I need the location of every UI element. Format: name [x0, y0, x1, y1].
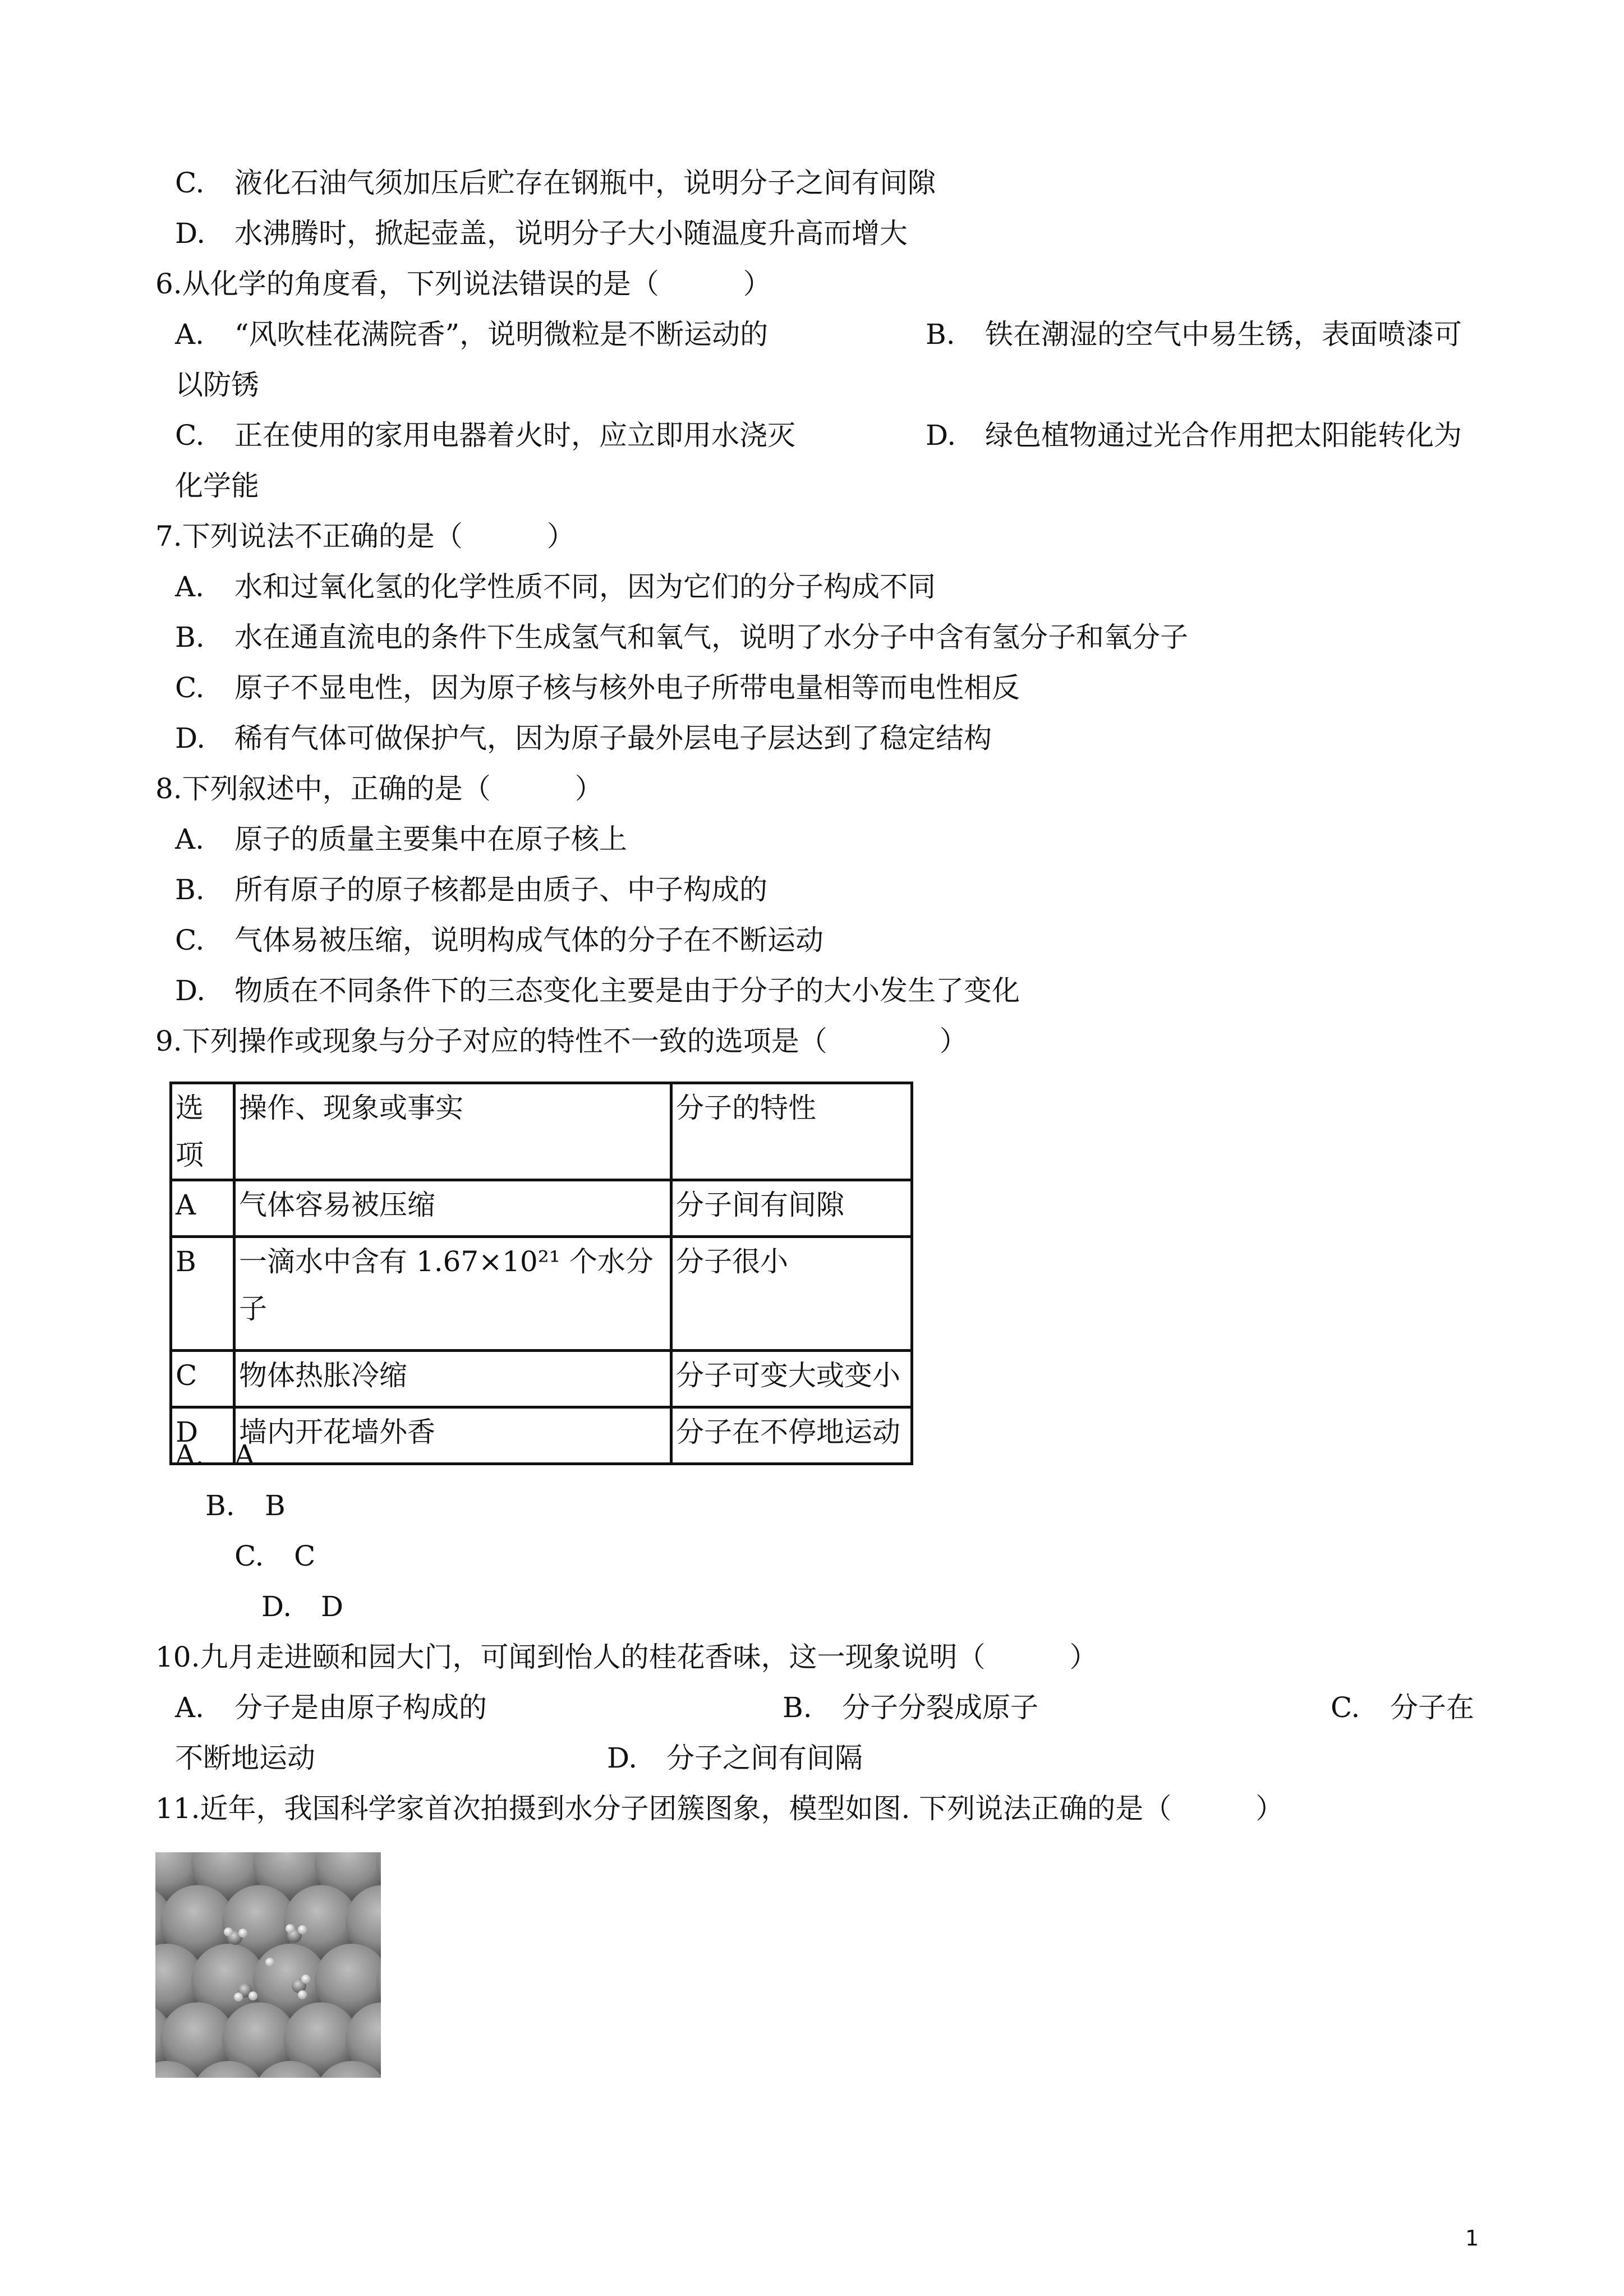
table-row — [171, 1237, 912, 1351]
q9-option-b — [205, 1488, 286, 1524]
q10-option-c — [1331, 1690, 1474, 1726]
option-text: 水在通直流电的条件下生成氢气和氧气，说明了水分子中含有氢分子和氧分子 — [234, 621, 1188, 654]
table-header-cell: 操作、现象或事实 — [234, 1083, 671, 1180]
q7-stem: 7.下列说法不正确的是（ ） — [155, 520, 575, 553]
option-letter: D. — [175, 974, 206, 1007]
q11-stem: 11.近年，我国科学家首次拍摄到水分子团簇图象，模型如图. 下列说法正确的是（ ） — [155, 1792, 1284, 1825]
table-cell: 分子很小 — [671, 1237, 912, 1351]
table-cell: 分子在不停地运动 — [671, 1407, 912, 1464]
q10-option-c-continued: 不断地运动 — [175, 1742, 315, 1774]
q10-option-b — [783, 1690, 1038, 1726]
option-text: 气体易被压缩，说明构成气体的分子在不断运动 — [234, 924, 823, 956]
option-letter: D. — [175, 217, 206, 250]
option-letter: D. — [261, 1590, 292, 1623]
table-cell: 分子可变大或变小 — [671, 1351, 912, 1407]
q8-option-a — [175, 821, 627, 857]
option-letter: A. — [175, 318, 205, 351]
table-header-cell: 分子的特性 — [671, 1083, 912, 1180]
option-letter: D. — [926, 419, 956, 452]
option-letter: A. — [175, 823, 205, 855]
option-letter: B. — [926, 318, 955, 351]
q6-option-d-continued: 化学能 — [175, 470, 259, 502]
option-text: 分子是由原子构成的 — [234, 1691, 487, 1724]
option-text: 液化石油气须加压后贮存在钢瓶中，说明分子之间有间隙 — [234, 167, 936, 199]
option-letter: C. — [1331, 1691, 1360, 1724]
q5-option-c — [175, 165, 936, 201]
option-text: C — [294, 1540, 316, 1572]
q9-option-a — [175, 1437, 255, 1473]
table-cell: 气体容易被压缩 — [234, 1180, 671, 1237]
q5-option-d — [175, 215, 908, 251]
option-text: B — [265, 1489, 286, 1522]
option-text: A — [234, 1439, 255, 1471]
water-cluster-model-image — [155, 1852, 381, 2078]
table-cell: 物体热胀冷缩 — [234, 1351, 671, 1407]
page-number: 1 — [1465, 2226, 1479, 2251]
option-text: 正在使用的家用电器着火时，应立即用水浇灭 — [234, 419, 795, 452]
table-cell: 分子间有间隙 — [671, 1180, 912, 1237]
q10-stem: 10.九月走进颐和园大门，可闻到怡人的桂花香味，这一现象说明（ ） — [155, 1641, 1098, 1673]
q8-option-c — [175, 922, 823, 958]
option-text: 水沸腾时，掀起壶盖，说明分子大小随温度升高而增大 — [234, 217, 908, 250]
q7-option-c — [175, 670, 1020, 706]
option-text: 稀有气体可做保护气，因为原子最外层电子层达到了稳定结构 — [234, 722, 992, 754]
option-letter: B. — [783, 1691, 812, 1724]
option-text: “风吹桂花满院香”，说明微粒是不断运动的 — [234, 318, 769, 351]
q8-stem: 8.下列叙述中，正确的是（ ） — [155, 772, 603, 805]
table-cell: 墙内开花墙外香 — [234, 1407, 671, 1464]
option-letter: C. — [175, 924, 205, 956]
q8-option-d — [175, 973, 1020, 1009]
q7-option-b — [175, 619, 1188, 655]
q8-option-b — [175, 872, 767, 908]
option-text: D — [321, 1590, 344, 1623]
option-letter: D. — [607, 1742, 638, 1774]
table-row — [171, 1351, 912, 1407]
table-cell: 一滴水中含有 1.67×10²¹ 个水分子 — [234, 1237, 671, 1351]
q9-table — [169, 1082, 913, 1465]
q6-option-a — [175, 316, 768, 352]
option-letter: B. — [205, 1489, 235, 1522]
q6-option-b-continued: 以防锈 — [175, 369, 259, 401]
table-row — [171, 1407, 912, 1464]
option-letter: C. — [175, 167, 205, 199]
table-header-row — [171, 1083, 912, 1180]
option-text: 所有原子的原子核都是由质子、中子构成的 — [234, 873, 767, 906]
table-row — [171, 1180, 912, 1237]
q7-option-a — [175, 569, 936, 605]
table-header-cell: 选项 — [171, 1083, 234, 1180]
option-letter: C. — [234, 1540, 264, 1572]
option-letter: B. — [175, 873, 205, 906]
q9-option-d — [261, 1589, 343, 1625]
option-letter: A. — [175, 1439, 205, 1471]
option-text: 物质在不同条件下的三态变化主要是由于分子的大小发生了变化 — [234, 974, 1020, 1007]
table-cell: B — [171, 1237, 234, 1351]
option-text: 水和过氧化氢的化学性质不同，因为它们的分子构成不同 — [234, 570, 936, 603]
option-text: 分子在 — [1390, 1691, 1474, 1724]
q6-option-d — [926, 417, 1462, 453]
q10-option-d — [607, 1740, 863, 1776]
table-cell: D — [171, 1407, 234, 1464]
q9-stem: 9.下列操作或现象与分子对应的特性不一致的选项是（ ） — [155, 1025, 968, 1057]
table-cell: C — [171, 1351, 234, 1407]
option-text: 铁在潮湿的空气中易生锈，表面喷漆可 — [985, 318, 1462, 351]
option-letter: B. — [175, 621, 205, 654]
option-letter: C. — [175, 671, 205, 704]
q6-option-b — [926, 316, 1462, 352]
option-letter: C. — [175, 419, 205, 452]
option-text: 原子不显电性，因为原子核与核外电子所带电量相等而电性相反 — [234, 671, 1020, 704]
option-letter: D. — [175, 722, 206, 754]
table-cell: A — [171, 1180, 234, 1237]
option-text: 原子的质量主要集中在原子核上 — [234, 823, 627, 855]
option-text: 分子之间有间隔 — [666, 1742, 863, 1774]
q6-stem: 6.从化学的角度看，下列说法错误的是（ ） — [155, 268, 771, 300]
option-text: 分子分裂成原子 — [842, 1691, 1038, 1724]
option-letter: A. — [175, 1691, 205, 1724]
q9-option-c — [234, 1538, 315, 1574]
q10-option-a — [175, 1690, 487, 1726]
option-text: 绿色植物通过光合作用把太阳能转化为 — [985, 419, 1462, 452]
q6-option-c — [175, 417, 795, 453]
option-letter: A. — [175, 570, 205, 603]
q7-option-d — [175, 720, 992, 756]
